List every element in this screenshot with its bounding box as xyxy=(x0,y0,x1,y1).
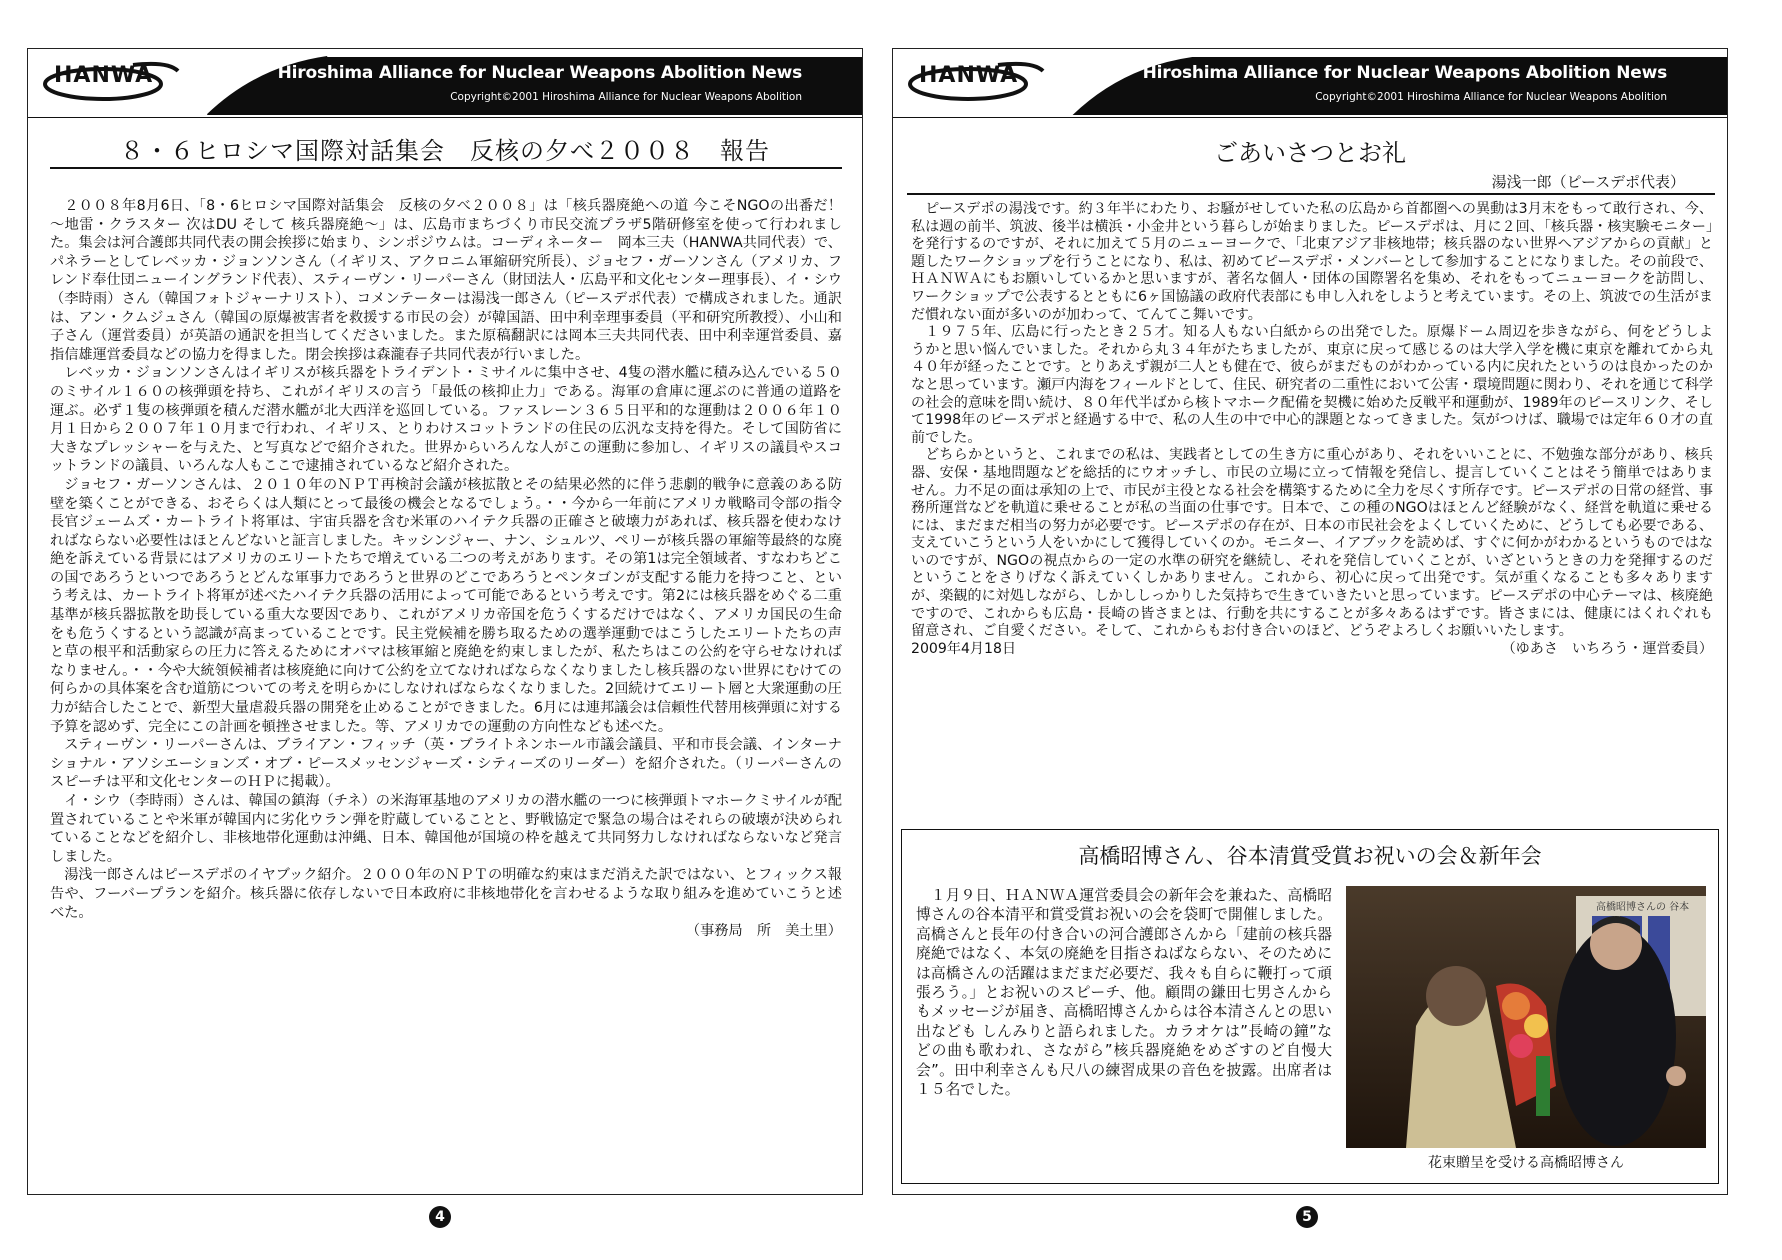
paragraph: ２００８年8月6日、「8・6ヒロシマ国際対話集会 反核の夕べ２００８」は「核兵器廃絶への道 今こそNGOの出番だ！ ～地雷・クラスター 次はDU そして 核兵器廃絶～」は、広島市まちづくり市民交流プラザ5階研修室を使って行われました。集会は河合護郎共同代表の開会挨拶に始まり、シンポジウムは。コーディネーター 岡本三夫（HANWA共同代表）で、パネラーとしてレベッカ・ジョンソンさん（イギリス、アクロニム軍縮研究所長）、ジョセフ・ガーソンさん（アメリカ、フレンド奉仕団ニューイングランド代表）、スティーヴン・リーパーさん（財団法人・広島平和文化センター理事長）、イ・シウ（李時雨）さん（韓国フォトジャーナリスト）、コメンテーターは湯浅一郎さん（ピースデポ代表）で構成されました。通訳は、アン・クムジュさん（韓国の原爆被害者を救援する市民の会）が韓国語、田中利幸理事委員（平和研究所教授）、小山和子さん（運営委員）が英語の通訳を担当してくださいました。また原稿翻訳には岡本三夫共同代表、田中利幸運営委員、嘉指信雄運営委員などの協力を得ました。閉会挨拶は森瀧春子共同代表が行いました。 xyxy=(50,198,842,363)
header-copyright: Copyright©2001 Hiroshima Alliance for Nuclear Weapons Abolition xyxy=(1315,91,1667,103)
paragraph: １月９日、ＨＡＮＷＡ運営委員会の新年会を兼ねた、高橋昭博さんの谷本清平和賞受賞お祝いの会を袋町で開催しました。高橋さんと長年の付き合いの河合護郎さんから「建前の核兵器廃絶ではなく、本気の廃絶を目指さねばならない、そのためには高橋さんの活躍はまだまだ必要だ、我々も自らに鞭打って頑張ろう。」とお祝いのスピーチ、他。顧問の鎌田七男さんからもメッセージが届き、高橋昭博さんからは谷本清さんとの思い出なども しんみりと語られました。カラオケは”長崎の鐘”などの曲も歌われ、さながら”核兵器廃絶をめざすのど自慢大会”。田中利幸さんも尺八の練習成果の音色を披露。出席者は１５名でした。 xyxy=(916,887,1332,1099)
page-left xyxy=(27,48,863,1195)
paragraph: スティーヴン・リーパーさんは、ブライアン・フィッチ（英・ブライトネンホール市議会議員、平和市長会議、インターナショナル・アソシエーションズ・オブ・ピースメッセンジャーズ・シティーズのリーダー）を紹介された。（リーパーさんのスピーチは平和文化センターのＨＰに掲載）。 xyxy=(50,737,842,791)
page-number: 4 xyxy=(429,1206,451,1228)
photo-image-icon xyxy=(1346,886,1706,1148)
paragraph: 湯浅一郎さんはピースデポのイヤブック紹介。２０００年のＮＰＴの明確な約束はまだ消えた訳ではない、とフィックス報告や、フーバープランを紹介。核兵器に依存しないで日本政府に非核地帯化を言わせるような取り組みを進めていこうと述べた。 xyxy=(50,867,842,921)
header-copyright: Copyright©2001 Hiroshima Alliance for Nuclear Weapons Abolition xyxy=(450,91,802,103)
paragraph: イ・シウ（李時雨）さんは、韓国の鎮海（チネ）の米海軍基地のアメリカの潜水艦の一つに核弾頭トマホークミサイルが配置されていることや米軍が韓国内に劣化ウラン弾を貯蔵していることと、野戦協定で緊急の場合はそれらの破壊が決められていることなどを紹介し、非核地帯化運動は沖縄、日本、韓国他が国境の枠を越えて共同努力しなければならないなど発言しました。 xyxy=(50,793,842,865)
event-photo xyxy=(1346,886,1706,1148)
page-header xyxy=(28,49,862,118)
title-underline xyxy=(907,193,1715,195)
logo-text: HANWA xyxy=(54,63,154,88)
page-right xyxy=(892,48,1728,1195)
event-box xyxy=(901,829,1719,1184)
paragraph: １９７５年、広島に行ったとき２５才。知る人もない白紙からの出発でした。原爆ドーム周辺を歩きながら、何をどうしようかと思い悩んでいました。それから丸３４年がたちましたが、東京に戻って感じるのは大学入学を機に東京を離れてから丸４０年が経ったことです。とりあえず親が二人とも健在で、彼らがまだものがわかっている内に戻れたというのは良かったのかなと思っています。瀬戸内海をフィールドとして、住民、研究者の二重性において公害・環境問題に関わり、それを通じて科学の社会的意味を問い続け、８０年代半ばから核トマホーク配備を契機に始めた反戦平和運動が、1989年のピースリンク、そして1998年のピースデポと経過する中で、私の人生の中で中心的課題となってきました。気がつけば、職場では定年６０才の直前でした。 xyxy=(911,324,1713,446)
logo-text: HANWA xyxy=(919,63,1019,88)
page-number: 5 xyxy=(1296,1206,1318,1228)
header-title: Hiroshima Alliance for Nuclear Weapons Abolition News xyxy=(1142,63,1667,83)
date: 2009年4月18日 xyxy=(911,640,1017,657)
header-title: Hiroshima Alliance for Nuclear Weapons Abolition News xyxy=(277,63,802,83)
photo-banner: 高橋昭博さんの 谷本 xyxy=(1596,902,1690,913)
photo-caption: 花束贈呈を受ける高橋昭博さん xyxy=(1428,1155,1624,1171)
article-body xyxy=(50,197,842,941)
title-underline xyxy=(50,167,842,169)
paragraph: レベッカ・ジョンソンさんはイギリスが核兵器をトライデント・ミサイルに集中させ、4隻の潜水艦に積み込んでいる５０のミサイル１６０の核弾頭を持ち、これがイギリスの言う「最低の核抑止力」である。海軍の倉庫に運ぶのに普通の道路を運ぶ。必ず１隻の核弾頭を積んだ潜水艦が北大西洋を巡回している。ファスレーン３６５日平和的な運動は２００６年１０月１日から２００７年１０月まで行われ、イギリス、とりわけスコットランドの住民の広汎な支持を得た。そして国防省に大きなプレッシャーを与えた、と写真などで紹介された。世界からいろんな人がこの運動に参加し、イギリスの議員やスコットランドの議員、いろんな人もここで逮捕されているなど紹介された。 xyxy=(50,365,842,475)
greeting-body xyxy=(911,201,1713,658)
box-body xyxy=(916,886,1332,1099)
paragraph: どちらかというと、これまでの私は、実践者としての生き方に重心があり、それをいいことに、不勉強な部分があり、核兵器、安保・基地問題などを総括的にウオッチし、市民の立場に立って情報を発信し、提言していくことはそう簡単ではありません。力不足の面は承知の上で、市民が主役となる社会を構築するために全力を尽くす所存です。ピースデポの日常の経営、事務所運営などを軌道に乗せることが私の当面の仕事です。日本で、この種のNGOはほとんど経験がなく、経営を軌道に乗せるには、まだまだ相当の努力が必要です。ピースデポの存在が、日本の市民社会をよくしていくために、どうしても必要である、支えていこうという人をいかにして獲得していくのか。モニター、イアブックを読めば、すぐに何かがわかるというものではないのですが、NGOの視点からの一定の水準の研究を継続し、それを発信していくことが、いざというときの力を発揮するのだということをさりげなく訴えていくしかありません。これから、初心に戻って出発です。気が重くなることも多々ありますが、楽観的に対処しながら、しかししっかりした気持ちで生きていきたいと思っています。ピースデポの中心テーマは、核廃絶ですので、これからも広島・長崎の皆さまとは、行動を共にすることが多々あるはずです。皆さまには、健康にはくれぐれも留意され、ご自愛ください。そして、これからもお付き合いのほど、どうぞよろしくお願いいたします。 xyxy=(911,447,1713,640)
author-line: 湯浅一郎（ピースデポ代表） xyxy=(1491,173,1685,191)
box-title: 高橋昭博さん、谷本清賞受賞お祝いの会＆新年会 xyxy=(1078,844,1542,868)
article-title: ８・６ヒロシマ国際対話集会 反核の夕べ２００８ 報告 xyxy=(120,137,770,165)
paragraph: ジョセフ・ガーソンさんは、２０１０年のＮＰＴ再検討会議が核拡散とその結果必然的に伴う悲劇的戦争に意義のある防壁を築くことができる、おそらくは人類にとって最後の機会となるでしょう。・・今から一年前にアメリカ戦略司令部の指令長官ジェームズ・カートライト将軍は、宇宙兵器を含む米軍のハイテク兵器の正確さと破壊力があれば、核兵器を使わなければならない必要性はほとんどないと証言しました。キッシンジャー、ナン、シュルツ、ペリーが核兵器の軍縮等最終的な廃絶を訴えている背景にはアメリカのエリートたちで増えている二つの考えがあります。その第1は完全領域者、すなわちどこの国であろうといつであろうとどんな軍事力であろうと世界のどこであろうとペンタゴンが支配する能力を持つこと、という考えは、カートライト将軍が述べたハイテク兵器の活用によって可能であるという考えです。第2には核兵器をめぐる二重基準が核兵器拡散を助長している重大な要因であり、これがアメリカ帝国を危うくするだけではなく、アメリカ国民の生命をも危うくするという認識が高まっていることです。民主党候補を勝ち取るための選挙運動ではこうしたエリートたちの声と草の根平和活動家らの圧力に答えるためにオバマは核軍縮と廃絶を約束しましたが、私たちはこの公約を守らせなければなりません。・・今や大統領候補者は核廃絶に向けて公約を立てなければならなくなりましたし核兵器のない世界にむけての何らかの具体案を含む道筋についての考えを明らかにしなければならなくなりました。2回続けてエリート層と大衆運動の圧力が結合したことで、新型大量虐殺兵器の開発を止めることができました。6月には連邦議会は信頼性代替用核弾頭に対する予算を認めず、完全にこの計画を頓挫させました。等、アメリカでの運動の方向性なども述べた。 xyxy=(50,476,842,735)
article-title: ごあいさつとお礼 xyxy=(1214,139,1406,167)
page-header xyxy=(893,49,1727,118)
signature: （ゆあさ いちろう・運営委員） xyxy=(1501,640,1713,657)
signature: （事務局 所 美土里） xyxy=(685,923,842,940)
paragraph: ピースデポの湯浅です。約３年半にわたり、お騒がせしていた私の広島から首都圏への異動は3月末をもって敢行され、今、私は週の前半、筑波、後半は横浜・小金井という暮らしが始まりました。ピースデポは、月に２回、「核兵器・核実験モニター」を発行するのですが、それに加えて５月のニューヨークで、「北東アジア非核地帯；核兵器のない世界へアジアからの貢献」と題したワークショップを行うことになり、私は、初めてピースデポ・メンバーとして参加することになりました。その前段で、ＨＡＮＷＡにもお願いしているかと思いますが、著名な個人・団体の国際署名を集め、それをもってニューヨークを訪問し、ワークショップで公表するとともに6ヶ国協議の政府代表部にも申し入れをしようと考えています。その上、筑波での生活がまだ慣れない面が多いのが加わって、てんてこ舞いです。 xyxy=(911,201,1713,323)
